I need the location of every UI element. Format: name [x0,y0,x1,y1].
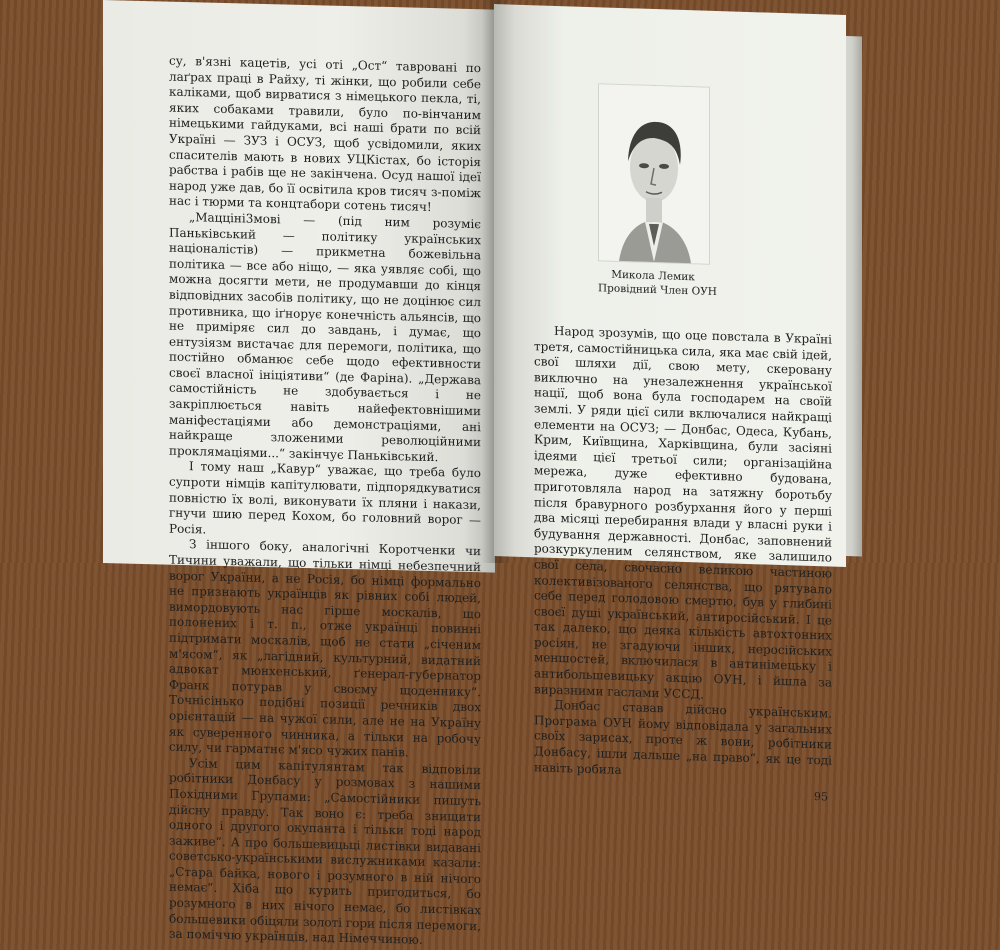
left-page [103,0,495,948]
right-paragraph: Народ зрозумів, що оце повстала в Україні третя, самостійницька сила, яка має свій ідей, свої шляхи дії, свою мету, скеровану виключно на унезалежнення української нації, щоб вона була господарем на своїй землі. У ряди цієї сили включалися найкращі елементи на ОСУЗ; — Донбас, Одеса, Кубань, Крим, Київщина, Харківщина, були засіяні ідеями цієї третьої сили; організаційна мережа, дуже ефективно будована, приготовляла народ на затяжну боротьбу після бравурного розбурхання його у перші два місяці перебирання влади у власні руки і будування державності. Донбас, заповнений розкуркуленим селянством, яке залишило свої села, свочасно великою частиною колективізованого селянства, що рятувало себе перед голодовою смертю, був у глибині своєї душі український, антиросійський. І це так далеко, що деяка кількість автохтонних росіян, не згадуючи інших, неросійських меншостей, включилася в антинімецьку і антибольшевицьку акцію ОУН, і йшла за виразними гаслами УССД. [534,323,832,702]
right-page [494,4,846,804]
portrait-figure [598,83,708,264]
left-paragraph: З іншого боку, аналогічні Коротченки чи Тичини уважали, що тільки німці небезпечний ворог України, а не Росія, бо німці формально не признають українців як рівних собі людей, вимордовують нас гірше москалів, що полонених і т. п., отже українці повинні підтримати москалів, щоб не стати „січеним м'ясом“, як „лагідний, культурний, видатний адвокат мюнхенський, ґенерал-губернатор Франк потурав у своєму щоденнику“. Точнісінько подібні позиції речників двох орієнтацій — на чужої сили, але не на Україну як суверенного чинника, а тільки на робочу силу, чи гарматнє м'ясо чужих панів. [169,537,481,760]
portrait-photo-icon [598,83,710,265]
left-paragraph: „Мацціні3мові — (під ним розуміє Паньківський — політику українських націоналістів) — прикметна божевiльна політика — все або нiщо, — яка уявляє собі, що можна досягти мети, не продумавши до кінця відповідних засобів політику, що не доцінює сил противника, що іґнорує конечність альянсів, що не примiряє сил до завдань, і думає, що ентузіязм вистачає для перемоги, політика, що постійно обманює себе щодо ефективности своєї власної ініціятиви“ (де Фаріна). „Держава самостійність не здобувається і не закріплюється навіть найефектовнішими маніфестаціями або демонстраціями, ані найкраще зложеними революційними проклямаціями...“ закінчує Паньківський. [169,210,481,465]
left-paragraph: су, в'язні кацетів, усі оті „Ост“ таврованi по лаґрах праці в Райху, ті жінки, що робили себе калiками, щоб вирватися з нiмецького пекла, ті, яких собаками травили, було по-вiнчаним нiмецькими гайдуками, всi наші брати по всій Україні — ЗУЗ і ОСУЗ, щоб усвiдомили, яких спасителів мають в нових УЦКістах, бо історія рабства i рабів ще не закінчена. Осуд нашої ідеї народ уже дав, бо її освітила кров тисяч з-поміж нас і тюрми та концтабори сотень тисяч! [169,53,481,215]
right-paragraph: Донбас ставав дійсно українським. Програма ОУН йому відповідала у загальних своїх зарисах, проте ж вони, робітники Донбасу, ішли дальше „на право“, як це тоді навіть робила [534,698,832,777]
left-paragraph: Усім цим капітулянтам так відповіли робітники Донбасу у розмовах з нашими Похідними Групами: „Самостійники пишуть дійсну правду. Так воно є: треба знищити одного і другого окупанта і тільки тоді народ заживе“. А про большевицьці листівки видавані советсько-українськими вислужниками казали: „Стара байка, нового і розумного в ній нічого немає“. Хіба що курить пригодиться, бо розумного в них нічого немає, бо листівках большевики обіцяли золоті гори після перемоги, за поміччю українців, над Німеччиною. [169,755,481,948]
caption-role: Провідний Член ОУН [598,282,717,299]
portrait-caption [598,267,717,299]
page-number: 95 [814,790,828,804]
caption-name: Микола Лемик [611,268,695,284]
left-paragraph: І тому наш „Кавур“ уважає, що треба було супроти німців капітулювати, підпорядкуватися повністю їх волі, виконувати їх пляни і накази, гнучи шию перед Кохом, бо головний ворог — Росія. [169,459,481,537]
